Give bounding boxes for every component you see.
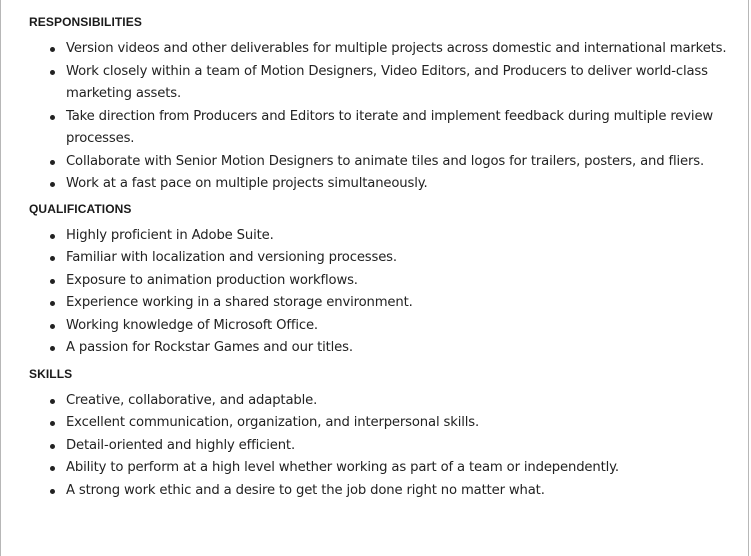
responsibilities-list [29,38,741,196]
list-item-text: Work at a fast pace on multiple projects simultaneously. [66,176,428,191]
bullet-icon [50,234,55,239]
list-item-text: Detail-oriented and highly efficient. [66,437,295,453]
list-item [29,315,741,338]
bullet-icon [50,115,55,120]
responsibilities-heading: RESPONSIBILITIES [29,15,142,29]
bullet-icon [50,444,55,449]
list-item-text: Highly proficient in Adobe Suite. [66,227,274,243]
list-item [29,151,741,174]
list-item [29,247,741,270]
bullet-icon [50,182,55,187]
skills-section [29,366,741,503]
qualifications-list [29,225,741,360]
list-item-text: Collaborate with Senior Motion Designers to animate tiles and logos for trailers, posters, and fliers. [66,153,704,169]
list-item [29,480,741,503]
list-item-text: Work closely within a team of Motion Designers, Video Editors, and Producers to deliver world-class marketing assets. [66,63,708,101]
bullet-icon [50,399,55,404]
list-item [29,270,741,293]
list-item-text: Excellent communication, organization, and interpersonal skills. [66,415,480,430]
list-item [29,173,741,196]
bullet-icon [50,421,55,426]
list-item-text: Working knowledge of Microsoft Office. [66,317,318,333]
list-item-text: A passion for Rockstar Games and our titles. [66,340,353,355]
list-item-text: Take direction from Producers and Editors to iterate and implement feedback during multiple review processes. [66,108,714,146]
list-item-text: Version videos and other deliverables for multiple projects across domestic and international markets. [66,41,727,56]
skills-list [29,390,741,503]
bullet-icon [50,160,55,165]
qualifications-section [29,201,741,360]
bullet-icon [50,301,55,306]
bullet-icon [50,279,55,284]
list-item [29,38,741,61]
qualifications-heading: QUALIFICATIONS [29,201,132,216]
bullet-icon [50,489,55,494]
list-item [29,337,741,360]
responsibilities-section [29,14,741,196]
list-item [29,435,741,458]
list-item [29,457,741,480]
bullet-icon [50,466,55,471]
list-item [29,390,741,413]
bullet-icon [50,70,55,75]
skills-heading: SKILLS [29,366,73,381]
job-description [29,14,741,502]
list-item [29,412,741,435]
bullet-icon [50,256,55,261]
list-item [29,292,741,315]
list-item [29,106,741,151]
bullet-icon [50,47,55,52]
bullet-icon [50,346,55,351]
list-item-text: A strong work ethic and a desire to get the job done right no matter what. [66,482,545,498]
list-item-text: Exposure to animation production workflows. [66,272,358,288]
list-item-text: Experience working in a shared storage environment. [66,295,413,310]
list-item [29,61,741,106]
bullet-icon [50,324,55,329]
list-item-text: Creative, collaborative, and adaptable. [66,392,318,408]
list-item [29,225,741,248]
list-item-text: Ability to perform at a high level whether working as part of a team or independently. [66,460,619,475]
list-item-text: Familiar with localization and versioning processes. [66,250,397,265]
